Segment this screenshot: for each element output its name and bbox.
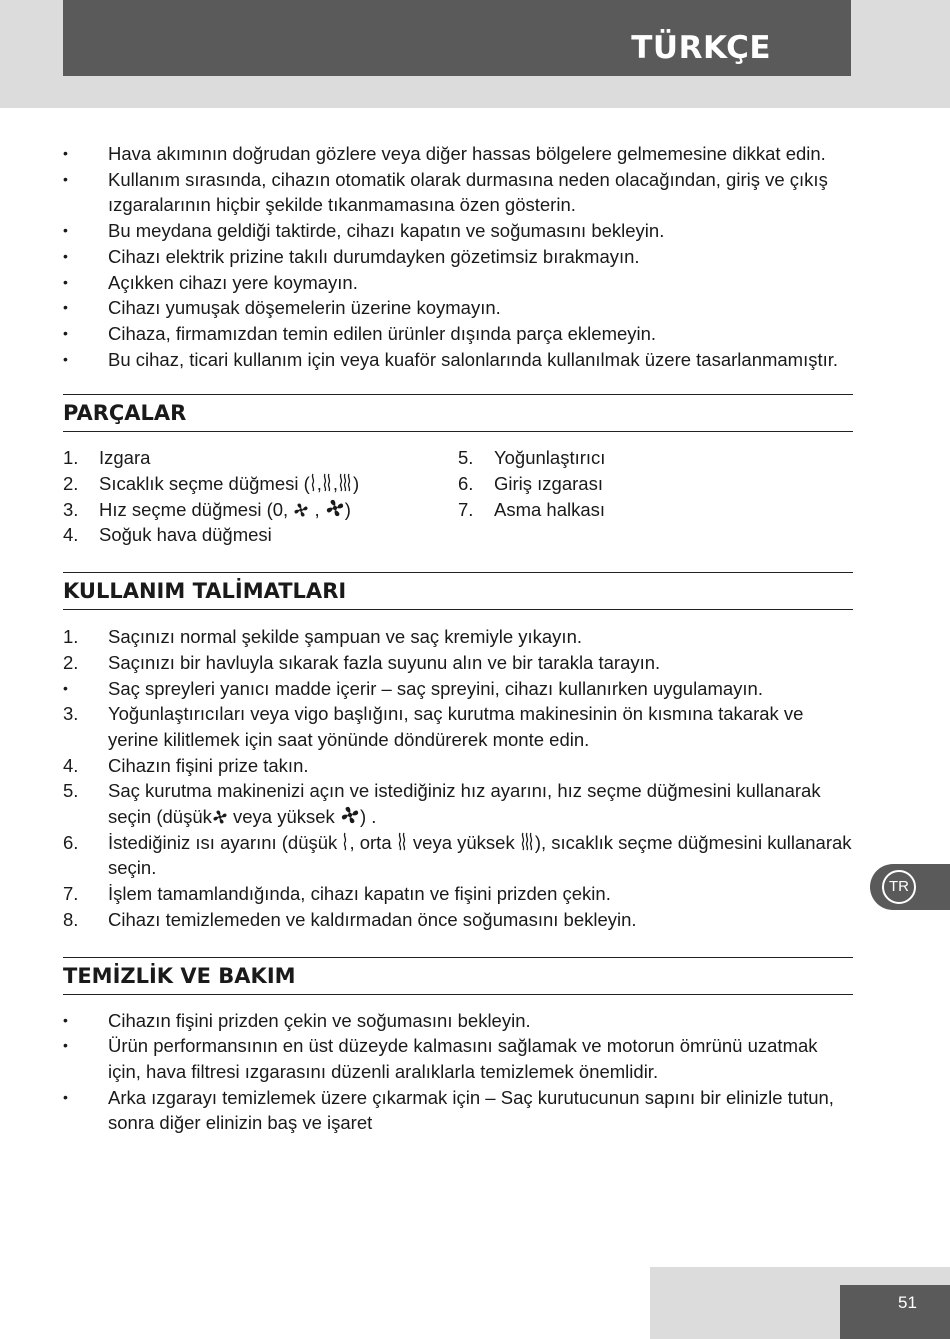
language-title: TÜRKÇE [631, 30, 771, 66]
usage-step: 1. Saçınızı normal şekilde şampuan ve saç kremiyle yıkayın. [63, 626, 582, 648]
safety-warnings-list [63, 141, 853, 372]
warning-item: • Cihazı elektrik prizine takılı durumdayken gözetimsiz bırakmayın. [63, 245, 640, 267]
parts-list-left [63, 445, 458, 548]
parts-columns [63, 445, 853, 548]
usage-step: 5. Saç kurutma makinenizi açın ve istediğiniz hız ayarını, hız seçme düğmesini kullanarak seçin (düşük veya yüksek ) . [63, 780, 821, 828]
cleaning-section [63, 957, 853, 1137]
cleaning-list [63, 1008, 853, 1137]
warning-item: • Bu meydana geldiği taktirde, cihazı kapatın ve soğumasını bekleyin. [63, 220, 665, 242]
heat-low-icon [310, 473, 317, 492]
part-item: 4. Soğuk hava düğmesi [63, 524, 272, 546]
usage-step: 3. Yoğunlaştırıcıları veya vigo başlığını, saç kurutma makinesinin ön kısmına takarak ve yerine kilitlemek için saat yönünde döndürerek monte edin. [63, 703, 804, 750]
part-item: 7. Asma halkası [458, 498, 606, 520]
fan-high-icon [340, 805, 360, 825]
usage-step: • Saç spreyleri yanıcı madde içerir – saç spreyini, cihazı kullanırken uygulamayın. [63, 677, 763, 699]
part-item: 1. Izgara [63, 447, 151, 469]
fan-high-icon [325, 498, 345, 518]
page-number: 51 [898, 1293, 917, 1312]
heat-medium-icon [397, 832, 408, 851]
usage-step: 4. Cihazın fişini prize takın. [63, 754, 309, 776]
warning-item: • Bu cihaz, ticari kullanım için veya kuaför salonlarında kullanılmak üzere tasarlanmamıştır. [63, 348, 839, 370]
page-content [63, 141, 853, 1136]
heat-high-icon [520, 832, 535, 851]
usage-step: 7. İşlem tamamlandığında, cihazı kapatın ve fişini prizden çekin. [63, 883, 611, 905]
language-code-badge: TR [882, 870, 916, 904]
language-side-tab [870, 864, 950, 910]
parts-heading: PARÇALAR [63, 394, 853, 432]
usage-step: 6. İstediğiniz ısı ayarını (düşük , orta veya yüksek ), sıcaklık seçme düğmesini kullanarak seçin. [63, 831, 852, 879]
fan-low-icon [293, 502, 309, 518]
heat-medium-icon [322, 473, 333, 492]
usage-step: 8. Cihazı temizlemeden ve kaldırmadan önce soğumasını bekleyin. [63, 908, 637, 930]
part-item: 3. Hız seçme düğmesi (0, , ) [63, 498, 351, 520]
warning-item: • Cihaza, firmamızdan temin edilen ürünler dışında parça eklemeyin. [63, 322, 657, 344]
language-title-bar [63, 0, 851, 76]
page-number-box [840, 1285, 950, 1339]
cleaning-heading: TEMİZLİK VE BAKIM [63, 957, 853, 995]
warning-item: • Kullanım sırasında, cihazın otomatik olarak durmasına neden olacağından, giriş ve çıkış ızgaralarının hiçbir şekilde tıkanmamasına özen gösterin. [63, 168, 828, 216]
warning-item: • Cihazı yumuşak döşemelerin üzerine koymayın. [63, 297, 501, 319]
warning-item: • Açıkken cihazı yere koymayın. [63, 271, 358, 293]
cleaning-item: • Arka ızgarayı temizlemek üzere çıkarmak için – Saç kurutucunun sapını bir elinizle tutun, sonra diğer elinizin baş ve işaret [63, 1086, 834, 1134]
parts-section [63, 394, 853, 548]
usage-section [63, 572, 853, 932]
parts-list-right [458, 445, 853, 548]
usage-heading: KULLANIM TALİMATLARI [63, 572, 853, 610]
warning-item: • Hava akımının doğrudan gözlere veya diğer hassas bölgelere gelmemesine dikkat edin. [63, 143, 826, 164]
fan-low-icon [212, 809, 228, 825]
cleaning-item: • Ürün performansının en üst düzeyde kalmasını sağlamak ve motorun ömrünü uzatmak için, hava filtresi ızgarasını düzenli aralıklarla temizlemek önemlidir. [63, 1035, 818, 1082]
usage-steps-list [63, 624, 853, 932]
part-item: 5. Yoğunlaştırıcı [458, 447, 606, 469]
cleaning-item: • Cihazın fişini prizden çekin ve soğumasını bekleyin. [63, 1009, 531, 1031]
usage-step: 2. Saçınızı bir havluyla sıkarak fazla suyunu alın ve bir tarakla tarayın. [63, 651, 661, 673]
part-item: 2. Sıcaklık seçme düğmesi ( , , ) [63, 473, 360, 495]
part-item: 6. Giriş ızgarası [458, 473, 603, 495]
heat-high-icon [338, 473, 353, 492]
